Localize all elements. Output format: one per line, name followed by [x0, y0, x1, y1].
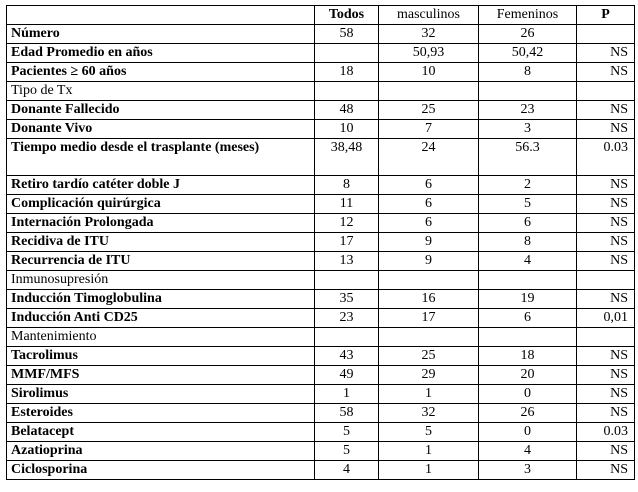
cell-p: NS	[577, 404, 635, 423]
cell-todos: 43	[315, 347, 379, 366]
cell-masculinos: 9	[379, 233, 479, 252]
row-label: Internación Prolongada	[7, 214, 315, 233]
cell-masculinos	[379, 328, 479, 347]
cell-p: NS	[577, 290, 635, 309]
table-row	[7, 25, 635, 44]
row-label: Donante Fallecido	[7, 101, 315, 120]
row-label: Complicación quirúrgica	[7, 195, 315, 214]
cell-femeninos: 20	[479, 366, 577, 385]
cell-femeninos	[479, 271, 577, 290]
cell-femeninos	[479, 328, 577, 347]
cell-masculinos: 17	[379, 309, 479, 328]
cell-p: 0.03	[577, 423, 635, 442]
row-label: Inducción Timoglobulina	[7, 290, 315, 309]
header-femeninos: Femeninos	[479, 6, 577, 25]
row-label: Donante Vivo	[7, 120, 315, 139]
cell-p: NS	[577, 233, 635, 252]
cell-p: NS	[577, 461, 635, 480]
row-label: Tipo de Tx	[7, 82, 315, 101]
table-row	[7, 82, 635, 101]
table-row	[7, 101, 635, 120]
cell-p: NS	[577, 442, 635, 461]
cell-masculinos: 1	[379, 442, 479, 461]
table-row	[7, 290, 635, 309]
cell-p: 0.03	[577, 139, 635, 176]
cell-p: NS	[577, 63, 635, 82]
cell-femeninos: 6	[479, 309, 577, 328]
table-row	[7, 252, 635, 271]
row-label: Inducción Anti CD25	[7, 309, 315, 328]
cell-todos: 13	[315, 252, 379, 271]
cell-femeninos	[479, 82, 577, 101]
header-todos: Todos	[315, 6, 379, 25]
cell-todos: 48	[315, 101, 379, 120]
cell-p: NS	[577, 176, 635, 195]
cell-todos: 38,48	[315, 139, 379, 176]
cell-femeninos: 8	[479, 233, 577, 252]
cell-masculinos: 50,93	[379, 44, 479, 63]
cell-todos: 12	[315, 214, 379, 233]
cell-masculinos: 9	[379, 252, 479, 271]
cell-todos: 5	[315, 442, 379, 461]
cell-femeninos: 26	[479, 25, 577, 44]
cell-todos: 18	[315, 63, 379, 82]
table-row	[7, 461, 635, 480]
cell-todos: 49	[315, 366, 379, 385]
cell-masculinos: 24	[379, 139, 479, 176]
row-label: Pacientes ≥ 60 años	[7, 63, 315, 82]
row-label: Retiro tardío catéter doble J	[7, 176, 315, 195]
cell-femeninos: 50,42	[479, 44, 577, 63]
table-row	[7, 404, 635, 423]
header-p: P	[577, 6, 635, 25]
table-row	[7, 44, 635, 63]
cell-femeninos: 56.3	[479, 139, 577, 176]
cell-masculinos: 16	[379, 290, 479, 309]
cell-masculinos: 1	[379, 461, 479, 480]
row-label: Sirolimus	[7, 385, 315, 404]
cell-femeninos: 3	[479, 461, 577, 480]
cell-todos: 58	[315, 25, 379, 44]
cell-femeninos: 2	[479, 176, 577, 195]
cell-todos	[315, 271, 379, 290]
cell-masculinos	[379, 271, 479, 290]
cell-masculinos: 32	[379, 25, 479, 44]
cell-p: NS	[577, 101, 635, 120]
cell-p: NS	[577, 195, 635, 214]
header-label	[7, 6, 315, 25]
table-row	[7, 139, 635, 176]
cell-masculinos: 29	[379, 366, 479, 385]
cell-p: NS	[577, 252, 635, 271]
cell-masculinos: 6	[379, 214, 479, 233]
cell-masculinos: 1	[379, 385, 479, 404]
cell-p	[577, 82, 635, 101]
row-label: Belatacept	[7, 423, 315, 442]
cell-todos: 35	[315, 290, 379, 309]
patients-table	[6, 5, 635, 480]
row-label: Número	[7, 25, 315, 44]
row-label: Esteroides	[7, 404, 315, 423]
cell-todos: 1	[315, 385, 379, 404]
row-label: Tiempo medio desde el trasplante (meses)	[7, 139, 315, 176]
row-label: Edad Promedio en años	[7, 44, 315, 63]
cell-femeninos: 5	[479, 195, 577, 214]
cell-femeninos: 23	[479, 101, 577, 120]
cell-p	[577, 271, 635, 290]
cell-todos: 23	[315, 309, 379, 328]
cell-todos	[315, 82, 379, 101]
cell-masculinos: 5	[379, 423, 479, 442]
cell-femeninos: 0	[479, 423, 577, 442]
table-row	[7, 214, 635, 233]
table-row	[7, 347, 635, 366]
header-row	[7, 6, 635, 25]
cell-todos	[315, 328, 379, 347]
table-row	[7, 385, 635, 404]
cell-p: NS	[577, 120, 635, 139]
table-row	[7, 233, 635, 252]
table-row	[7, 309, 635, 328]
table-row	[7, 442, 635, 461]
cell-p: 0,01	[577, 309, 635, 328]
cell-p	[577, 25, 635, 44]
cell-masculinos: 25	[379, 101, 479, 120]
row-label: MMF/MFS	[7, 366, 315, 385]
row-label: Recidiva de ITU	[7, 233, 315, 252]
table-row	[7, 176, 635, 195]
cell-femeninos: 4	[479, 252, 577, 271]
cell-femeninos: 19	[479, 290, 577, 309]
cell-todos	[315, 44, 379, 63]
table-row	[7, 120, 635, 139]
cell-p: NS	[577, 347, 635, 366]
cell-femeninos: 0	[479, 385, 577, 404]
cell-masculinos: 25	[379, 347, 479, 366]
cell-p: NS	[577, 214, 635, 233]
cell-masculinos	[379, 82, 479, 101]
cell-femeninos: 3	[479, 120, 577, 139]
cell-femeninos: 18	[479, 347, 577, 366]
cell-p: NS	[577, 366, 635, 385]
cell-todos: 4	[315, 461, 379, 480]
cell-masculinos: 6	[379, 195, 479, 214]
cell-todos: 8	[315, 176, 379, 195]
row-label: Ciclosporina	[7, 461, 315, 480]
cell-femeninos: 26	[479, 404, 577, 423]
row-label: Tacrolimus	[7, 347, 315, 366]
cell-masculinos: 10	[379, 63, 479, 82]
cell-todos: 17	[315, 233, 379, 252]
table-row	[7, 423, 635, 442]
cell-p: NS	[577, 385, 635, 404]
table-row	[7, 366, 635, 385]
header-masculinos: masculinos	[379, 6, 479, 25]
cell-todos: 11	[315, 195, 379, 214]
cell-femeninos: 6	[479, 214, 577, 233]
cell-femeninos: 8	[479, 63, 577, 82]
cell-p	[577, 328, 635, 347]
row-label: Inmunosupresión	[7, 271, 315, 290]
cell-todos: 58	[315, 404, 379, 423]
table-row	[7, 195, 635, 214]
cell-femeninos: 4	[479, 442, 577, 461]
cell-todos: 5	[315, 423, 379, 442]
cell-masculinos: 32	[379, 404, 479, 423]
cell-masculinos: 6	[379, 176, 479, 195]
table-row	[7, 63, 635, 82]
cell-todos: 10	[315, 120, 379, 139]
table-row	[7, 328, 635, 347]
row-label: Recurrencia de ITU	[7, 252, 315, 271]
row-label: Mantenimiento	[7, 328, 315, 347]
cell-p: NS	[577, 44, 635, 63]
table-body	[7, 25, 635, 480]
cell-masculinos: 7	[379, 120, 479, 139]
row-label: Azatioprina	[7, 442, 315, 461]
table-row	[7, 271, 635, 290]
